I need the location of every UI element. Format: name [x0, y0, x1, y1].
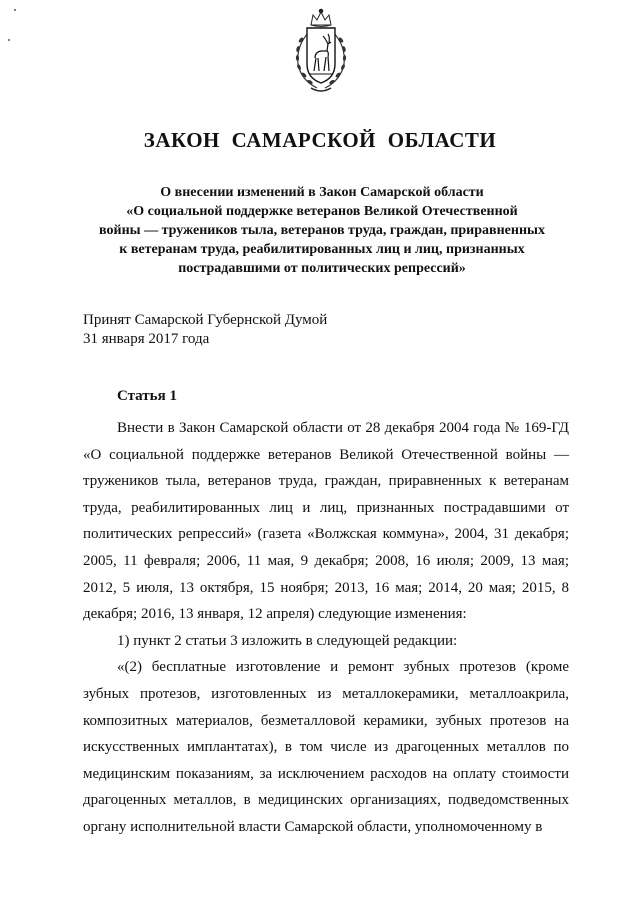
law-subtitle [60, 183, 584, 278]
article-body [83, 415, 569, 841]
adoption-info [83, 311, 327, 349]
article-paragraph: Внести в Закон Самарской области от 28 декабря 2004 года № 169-ГД «О социальной поддержке ветеранов Великой Отечественной войны — тружеников тыла, ветеранов труда, граждан, приравненных к ветеранам труда, реабилитированных лиц и лиц, признанных пострадавшими от политических репрессий» (газета «Волжская коммуна», 2004, 31 декабря; 2005, 11 февраля; 2006, 11 мая, 9 декабря; 2008, 16 июля; 2009, 13 мая; 2012, 5 июля, 13 октября, 15 ноября; 2013, 16 мая; 2014, 20 мая; 2015, 8 декабря; 2016, 13 января, 12 апреля) следующие изменения: [83, 420, 569, 623]
subtitle-line: к ветеранам труда, реабилитированных лиц и лиц, признанных [119, 242, 525, 257]
subtitle-line: пострадавшими от политических репрессий» [178, 261, 466, 276]
subtitle-line: войны — тружеников тыла, ветеранов труда, граждан, приравненных [99, 223, 545, 238]
adoption-date: 31 января 2017 года [83, 331, 210, 347]
subtitle-line: «О социальной поддержке ветеранов Великой Отечественной [126, 204, 518, 219]
article-paragraph: 1) пункт 2 статьи 3 изложить в следующей редакции: [117, 632, 458, 649]
subtitle-line: О внесении изменений в Закон Самарской области [160, 185, 484, 200]
article-title: Статья 1 [117, 388, 177, 404]
law-title: ЗАКОН САМАРСКОЙ ОБЛАСТИ [143, 128, 497, 152]
scan-speck [8, 39, 10, 41]
scan-speck [14, 9, 16, 11]
samara-coat-of-arms-emblem [287, 8, 355, 94]
adopted-by: Принят Самарской Губернской Думой [83, 312, 328, 328]
article-paragraph: «(2) бесплатные изготовление и ремонт зубных протезов (кроме зубных протезов, изготовленных из металлокерамики, металлоакрила, композитных материалов, безметалловой керамики, зубных протезов на искусственных имплантатах), в том числе из драгоценных металлов по медицинским показаниям, за исключением расходов на оплату стоимости драгоценных металлов, в медицинских организациях, подведомственных органу исполнительной власти Самарской области, уполномоченному в [83, 659, 569, 835]
